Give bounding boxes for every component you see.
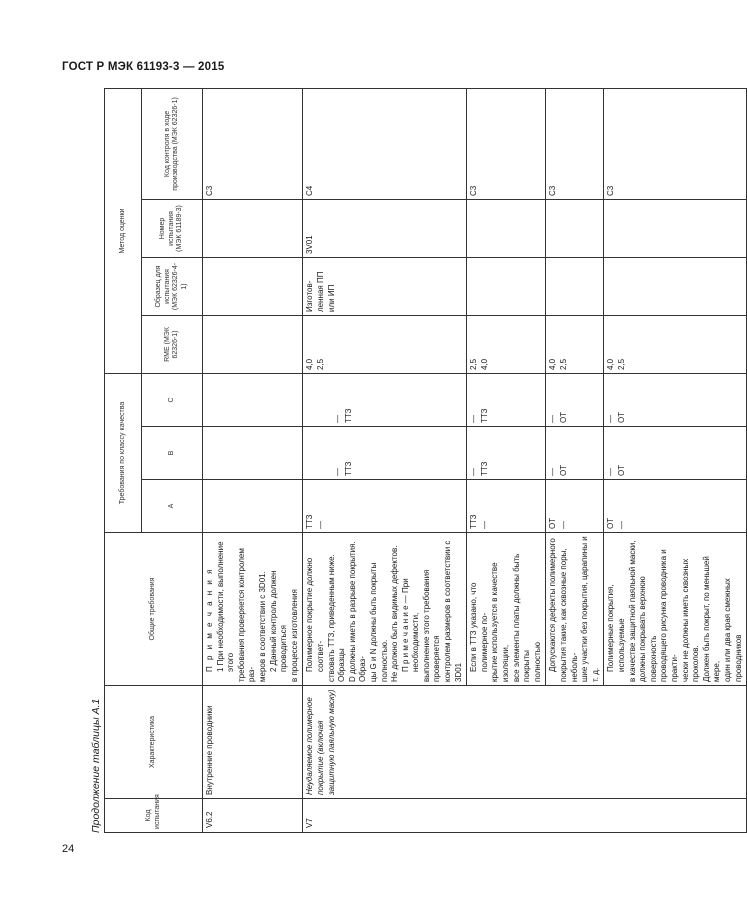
general-requirements bbox=[467, 533, 546, 686]
document-header: ГОСТ Р МЭК 61193-3 — 2015 bbox=[62, 61, 225, 73]
samples-value bbox=[604, 257, 747, 315]
rme-value: 4,0 2,5 bbox=[546, 315, 604, 373]
class-b-value: — ОТ bbox=[604, 427, 747, 480]
col-header-rme: RME (МЭК 62326-1) bbox=[142, 315, 203, 373]
general-line: в качестве защитной паяльной маски, bbox=[627, 540, 637, 682]
general-line: должны покрывать верхнюю поверхность bbox=[638, 576, 658, 682]
samples-value bbox=[546, 257, 604, 315]
general-line: П р и м е ч а н и е — При необходимости, bbox=[400, 578, 421, 672]
test-code: V7 bbox=[303, 799, 747, 833]
general-line: шие участки без покрытия, царапины и т. д. bbox=[580, 536, 600, 682]
general-line: Полимерные покрытия, используемые bbox=[606, 584, 626, 672]
class-b-value: — ОТ bbox=[546, 427, 604, 480]
col-header-class-b: B bbox=[142, 427, 203, 480]
general-line: крытие используется в качестве изоляции, bbox=[490, 562, 511, 682]
general-requirements bbox=[604, 533, 747, 686]
col-header-class-a: A bbox=[142, 480, 203, 533]
rotated-table-page bbox=[90, 89, 743, 833]
test-number-value bbox=[203, 199, 303, 257]
general-line: 2 Данный контроль должен проводиться bbox=[268, 570, 289, 672]
general-requirements bbox=[303, 533, 467, 686]
col-header-class-c: C bbox=[142, 373, 203, 426]
general-line: Если в ТТЗ указано, что полимерное по- bbox=[469, 582, 489, 672]
col-header-code: Код испытания bbox=[105, 799, 203, 833]
header-row-1 bbox=[105, 88, 142, 832]
general-line: 1 При необходимости, выполнение этого bbox=[215, 541, 236, 672]
class-c-value: — ТТЗ bbox=[467, 373, 546, 426]
col-header-methods: Метод оценки bbox=[105, 88, 142, 373]
rme-value: 2,5 4,0 bbox=[467, 315, 546, 373]
class-b-value: — ТТЗ bbox=[303, 427, 467, 480]
general-line: проводящего рисунка проводника и практи- bbox=[659, 549, 679, 682]
class-a-value: ТТЗ — bbox=[467, 480, 546, 533]
general-line: все элементы платы должны быть покрыты bbox=[511, 553, 532, 682]
test-number-value bbox=[546, 199, 604, 257]
characteristic: Неудаляемое полимерное покрытие (включая защитную паяльную маску) bbox=[303, 686, 747, 799]
table-row bbox=[303, 88, 467, 832]
samples-value: Изготов- ленная ПП или ИП bbox=[303, 257, 467, 315]
control-code-value: C4 bbox=[303, 88, 467, 199]
control-code-value: C3 bbox=[604, 88, 747, 199]
class-a-value: ОТ — bbox=[604, 480, 747, 533]
col-header-general: Общие требования bbox=[105, 533, 203, 686]
general-line: выполнение этого требования проверяется bbox=[421, 569, 442, 682]
rme-value bbox=[203, 315, 303, 373]
general-line: Полимерное покрытие должно соответ- bbox=[305, 557, 325, 672]
class-c-value: — ТТЗ bbox=[303, 373, 467, 426]
test-number-value bbox=[467, 199, 546, 257]
col-header-characteristic: Характеристика bbox=[105, 686, 203, 799]
class-a-value: ТТЗ — bbox=[303, 480, 467, 533]
general-line: цы G и N должны быть покрыты полностью. bbox=[368, 562, 389, 682]
general-line: D должны иметь в разрыве покрытия. Образ- bbox=[347, 541, 368, 682]
class-b-value: — ТТЗ bbox=[467, 427, 546, 480]
control-code-value: C3 bbox=[546, 88, 604, 199]
class-c-value: — ОТ bbox=[546, 373, 604, 426]
table-caption: Продолжение таблицы А.1 bbox=[90, 698, 102, 833]
col-header-requirements: Требования по классу качества bbox=[105, 373, 142, 532]
characteristic: Внутренние проводники bbox=[203, 686, 303, 799]
col-header-test-number: Номер испытания (МЭК 61189-3) bbox=[142, 199, 203, 257]
rme-value: 4,0 2,5 bbox=[604, 315, 747, 373]
test-number-value bbox=[604, 199, 747, 257]
general-requirements bbox=[203, 533, 303, 686]
general-line: полностью bbox=[532, 642, 542, 682]
general-line: в процессе изготовления bbox=[289, 589, 299, 682]
class-b-value bbox=[203, 427, 303, 480]
samples-value bbox=[467, 257, 546, 315]
test-number-value: 3V01 bbox=[303, 199, 467, 257]
general-line: требования проверяется контролем раз- bbox=[236, 548, 257, 682]
control-code-value: C3 bbox=[467, 88, 546, 199]
table-row bbox=[203, 88, 303, 832]
class-a-value: ОТ — bbox=[546, 480, 604, 533]
col-header-control-code: Код контроля в ходе производства (МЭК 62326-1) bbox=[142, 88, 203, 199]
class-c-value: — ОТ bbox=[604, 373, 747, 426]
general-line: меров в соответствии с 3D01. bbox=[257, 571, 267, 682]
page-number: 24 bbox=[62, 843, 75, 855]
general-line: Не должно быть видимых дефектов. bbox=[390, 545, 400, 682]
general-line: Должен быть покрыт, по меньшей мере, bbox=[701, 556, 722, 682]
general-requirements bbox=[546, 533, 604, 686]
general-line: чески не должны иметь сквозных проколов. bbox=[680, 558, 701, 682]
general-line: Допускаются дефекты полимерного bbox=[548, 538, 558, 672]
rme-value: 4,0 2,5 bbox=[303, 315, 467, 373]
samples-value bbox=[203, 257, 303, 315]
general-line: один или два края смежных проводников bbox=[722, 578, 743, 682]
general-line: покрытия такие, как сквозные поры, неболь- bbox=[559, 548, 579, 682]
class-a-value bbox=[203, 480, 303, 533]
control-code-value: C3 bbox=[203, 88, 303, 199]
requirements-table bbox=[104, 88, 747, 833]
test-code: V6.2 bbox=[203, 799, 303, 833]
note-title: П р и м е ч а н и я bbox=[205, 567, 214, 672]
general-line: контролем размеров в соответствии с 3D01 bbox=[443, 540, 463, 682]
general-line: ствовать ТТЗ, приведенным ниже. Образцы bbox=[326, 554, 347, 682]
col-header-samples: Образец для испытания (МЭК 62326-4-1) bbox=[142, 257, 203, 315]
class-c-value bbox=[203, 373, 303, 426]
